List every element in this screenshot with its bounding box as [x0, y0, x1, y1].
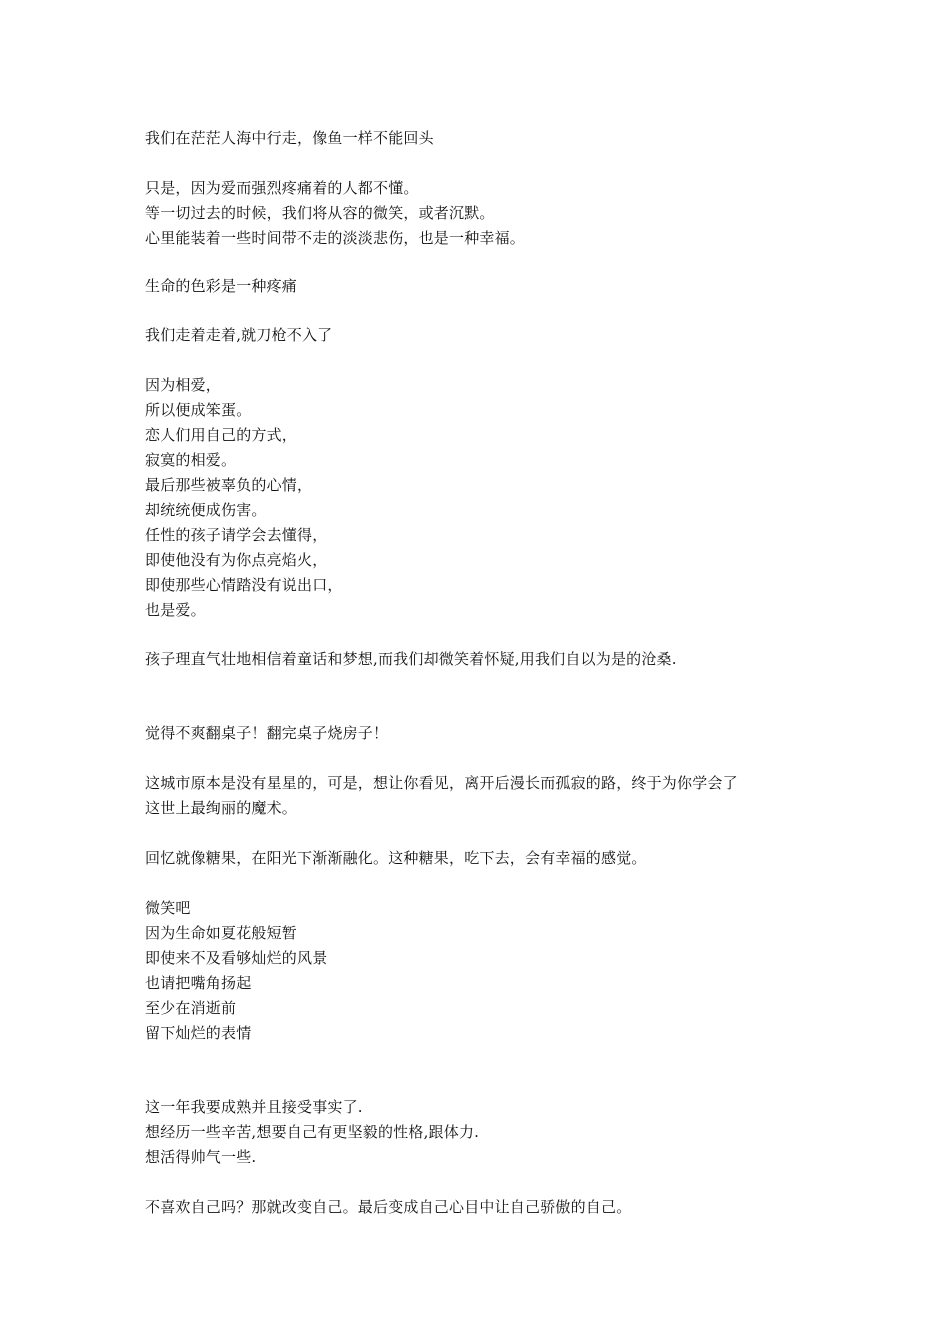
text-line: 这城市原本是没有星星的，可是，想让你看见，离开后漫长而孤寂的路，终于为你学会了: [145, 774, 738, 792]
text-line: 等一切过去的时候，我们将从容的微笑，或者沉默。: [145, 204, 495, 222]
text-line: 想经历一些辛苦,想要自己有更坚毅的性格,跟体力.: [145, 1123, 480, 1141]
text-line: 所以便成笨蛋。: [145, 401, 252, 419]
text-line: 觉得不爽翻桌子！翻完桌子烧房子！: [145, 724, 389, 742]
text-line: 我们走着走着,就刀枪不入了: [145, 326, 333, 344]
text-line: 恋人们用自己的方式，: [145, 426, 298, 444]
text-line: 微笑吧: [145, 899, 191, 917]
text-line: 也是爱。: [145, 601, 206, 619]
text-line: 孩子理直气壮地相信着童话和梦想,而我们却微笑着怀疑,用我们自以为是的沧桑.: [145, 650, 677, 668]
text-line: 我们在茫茫人海中行走，像鱼一样不能回头: [145, 129, 434, 147]
text-line: 任性的孩子请学会去懂得，: [145, 526, 328, 544]
text-line: 至少在消逝前: [145, 999, 237, 1017]
text-line: 这世上最绚丽的魔术。: [145, 799, 298, 817]
text-line: 回忆就像糖果，在阳光下渐渐融化。这种糖果，吃下去，会有幸福的感觉。: [145, 849, 647, 867]
text-line: 最后那些被辜负的心情，: [145, 476, 313, 494]
text-line: 寂寞的相爱。: [145, 451, 237, 469]
text-line: 想活得帅气一些.: [145, 1148, 257, 1166]
text-line: 却统统便成伤害。: [145, 501, 267, 519]
text-line: 生命的色彩是一种疼痛: [145, 277, 298, 295]
text-line: 因为生命如夏花般短暂: [145, 924, 298, 942]
text-line: 不喜欢自己吗？那就改变自己。最后变成自己心目中让自己骄傲的自己。: [145, 1198, 632, 1216]
text-line: 即使他没有为你点亮焰火，: [145, 551, 328, 569]
text-line: 即使来不及看够灿烂的风景: [145, 949, 328, 967]
text-line: 心里能装着一些时间带不走的淡淡悲伤，也是一种幸福。: [145, 229, 526, 247]
text-line: 留下灿烂的表情: [145, 1024, 252, 1042]
text-line: 这一年我要成熟并且接受事实了.: [145, 1098, 363, 1116]
text-line: 因为相爱，: [145, 376, 222, 394]
text-line: 只是，因为爱而强烈疼痛着的人都不懂。: [145, 179, 419, 197]
text-line: 即使那些心情踏没有说出口，: [145, 576, 343, 594]
text-line: 也请把嘴角扬起: [145, 974, 252, 992]
